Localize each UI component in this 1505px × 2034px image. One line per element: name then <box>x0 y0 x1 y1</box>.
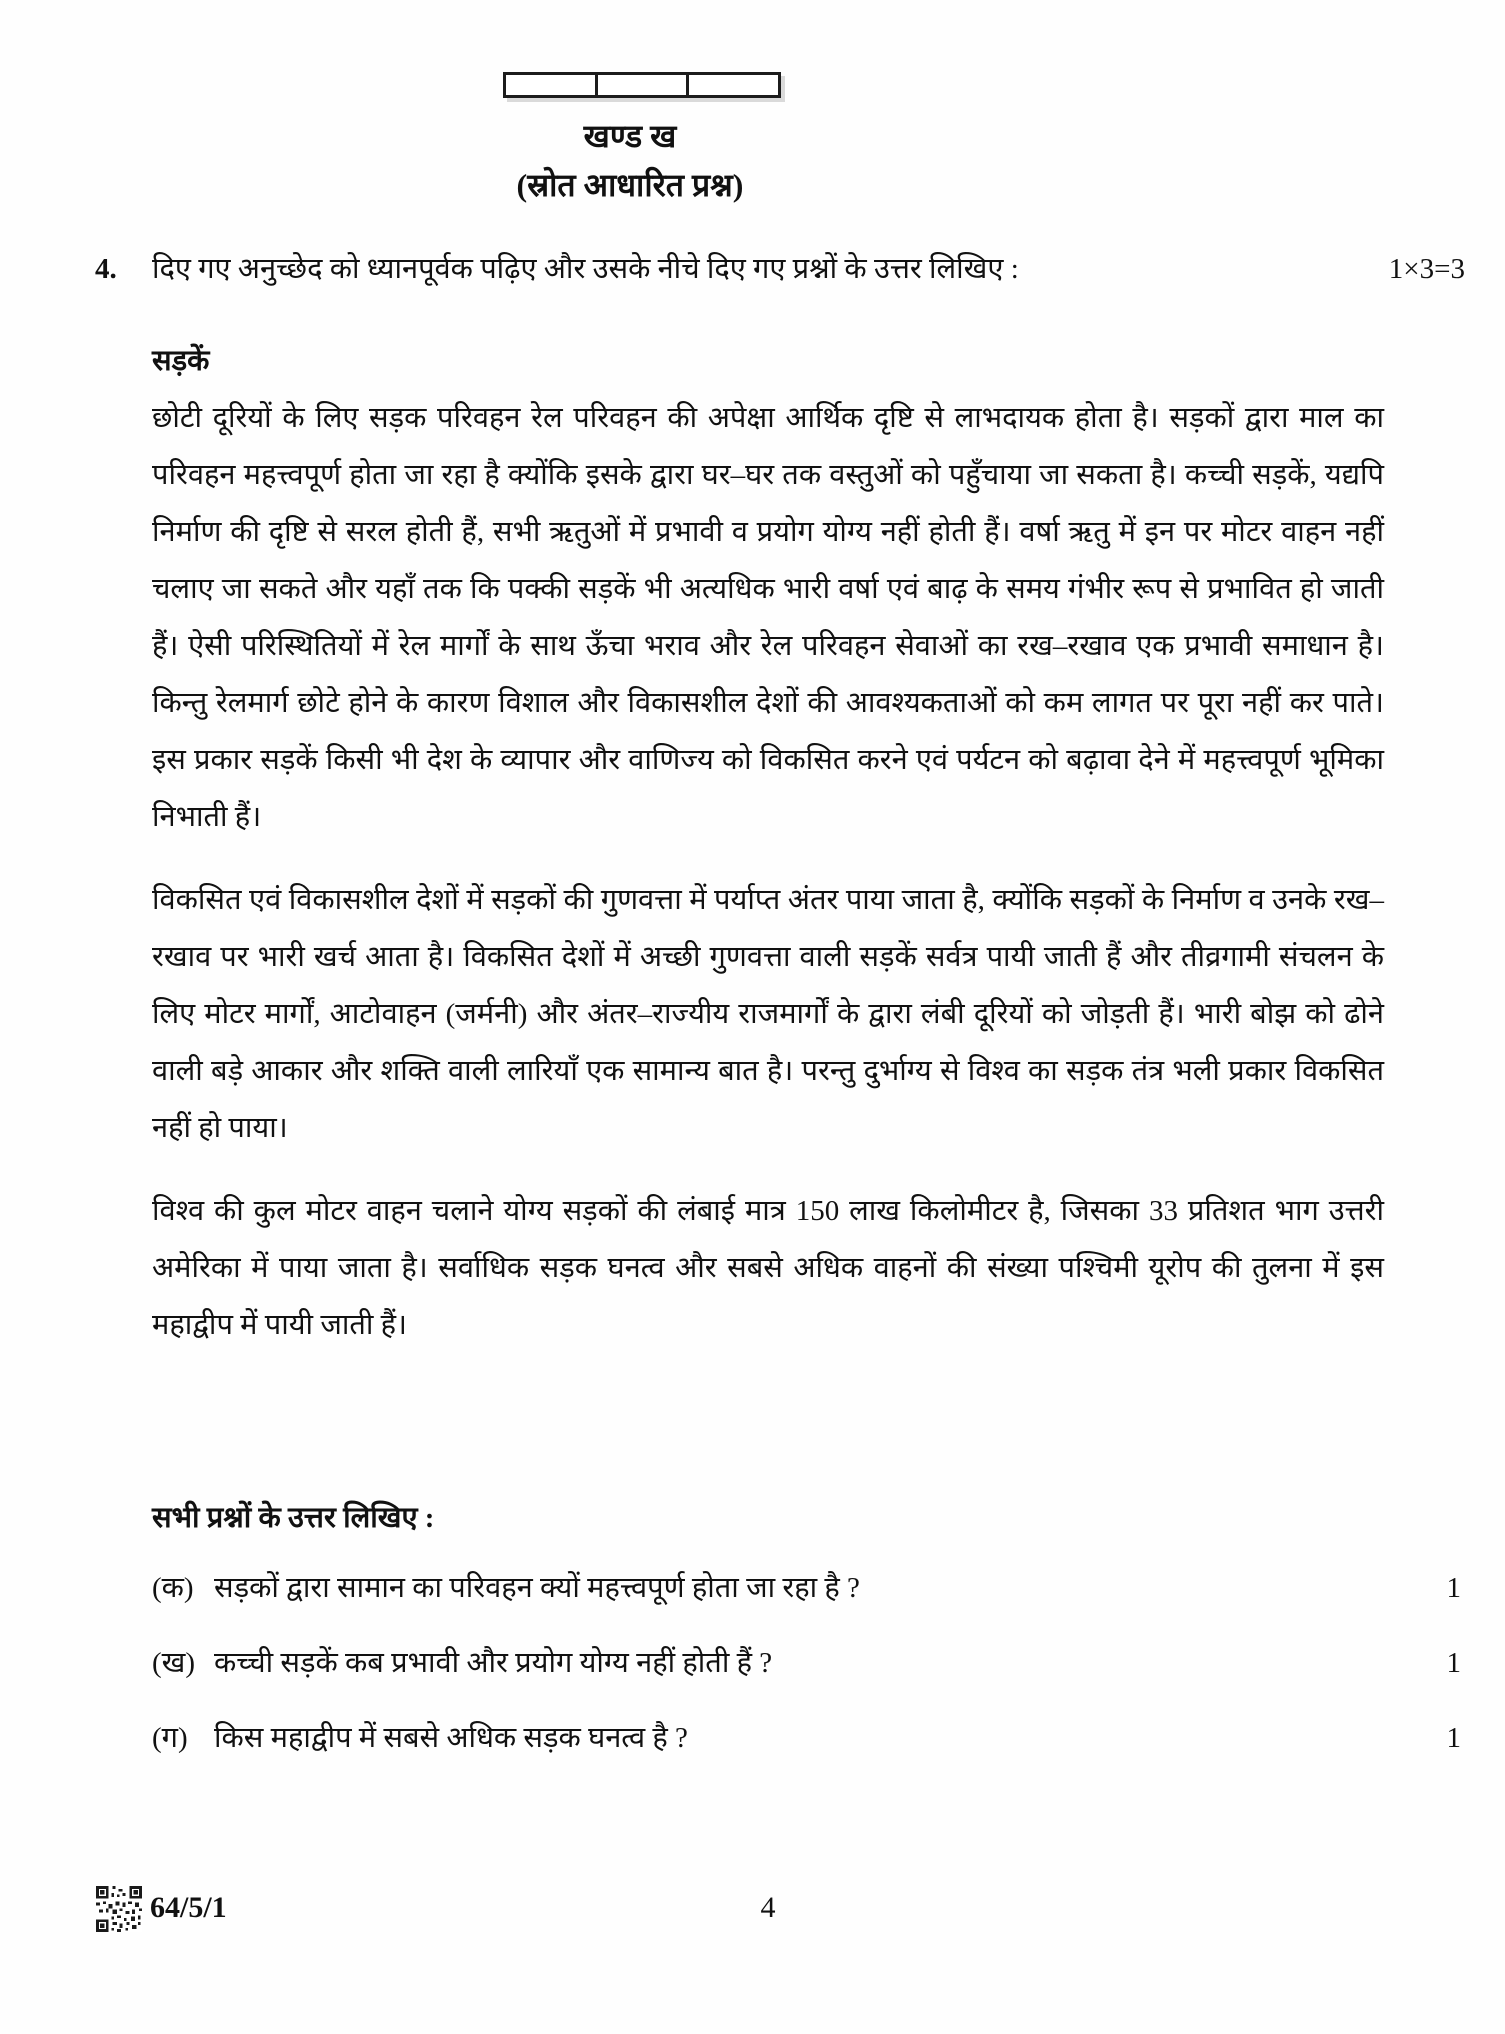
qr-code-icon <box>96 1886 142 1932</box>
sub-question-marks: 1 <box>1446 1647 1461 1679</box>
answers-heading: सभी प्रश्नों के उत्तर लिखिए : <box>152 1502 435 1534</box>
sub-question-text: किस महाद्वीप में सबसे अधिक सड़क घनत्व है ? <box>214 1722 688 1754</box>
sub-question-row <box>152 1566 1461 1610</box>
answer-marking-box-cell <box>598 75 690 95</box>
sub-question-text: सड़कों द्वारा सामान का परिवहन क्यों महत्त्वपूर्ण होता जा रहा है ? <box>214 1572 860 1604</box>
page-number: 4 <box>760 1891 776 1924</box>
passage-paragraph: छोटी दूरियों के लिए सड़क परिवहन रेल परिवहन की अपेक्षा आर्थिक दृष्टि से लाभदायक होता है। सड़कों द्वारा माल का परिवहन महत्त्वपूर्ण होता जा रहा है क्योंकि इसके द्वारा घर–घर तक वस्तुओं को पहुँचाया जा सकता है। कच्ची सड़कें, यद्यपि निर्माण की दृष्टि से सरल होती हैं, सभी ऋतुओं में प्रभावी व प्रयोग योग्य नहीं होती हैं। वर्षा ऋतु में इन पर मोटर वाहन नहीं चलाए जा सकते और यहाँ तक कि पक्की सड़कें भी अत्यधिक भारी वर्षा एवं बाढ़ के समय गंभीर रूप से प्रभावित हो जाती हैं। ऐसी परिस्थितियों में रेल मार्गों के साथ ऊँचा भराव और रेल परिवहन सेवाओं का रख–रखाव एक प्रभावी समाधान है। किन्तु रेलमार्ग छोटे होने के कारण विशाल और विकासशील देशों की आवश्यकताओं को कम लागत पर पूरा नहीं कर पाते। इस प्रकार सड़कें किसी भी देश के व्यापार और वाणिज्य को विकसित करने एवं पर्यटन को बढ़ावा देने में महत्त्वपूर्ण भूमिका निभाती हैं। <box>152 402 1384 833</box>
question-4-row <box>95 246 1465 292</box>
sub-question-row <box>152 1716 1461 1760</box>
sub-question-text: कच्ची सड़कें कब प्रभावी और प्रयोग योग्य नहीं होती हैं ? <box>214 1647 773 1679</box>
question-marks: 1×3=3 <box>1388 253 1465 285</box>
section-subtitle: (स्रोत आधारित प्रश्न) <box>516 167 744 203</box>
answer-marking-box-cell <box>689 75 778 95</box>
section-title: खण्ड ख <box>583 118 677 154</box>
passage-paragraph: विश्व की कुल मोटर वाहन चलाने योग्य सड़कों की लंबाई मात्र 150 लाख किलोमीटर है, जिसका 33 प्रतिशत भाग उत्तरी अमेरिका में पाया जाता है। सर्वाधिक सड़क घनत्व और सबसे अधिक वाहनों की संख्या पश्चिमी यूरोप की तुलना में इस महाद्वीप में पायी जाती हैं। <box>152 1195 1384 1341</box>
passage-block <box>152 336 1384 1380</box>
sub-question-label: (ख) <box>152 1647 196 1679</box>
sub-question-marks: 1 <box>1446 1572 1461 1604</box>
answer-marking-box <box>503 72 781 98</box>
passage-paragraph: विकसित एवं विकासशील देशों में सड़कों की गुणवत्ता में पर्याप्त अंतर पाया जाता है, क्योंकि सड़कों के निर्माण व उनके रख–रखाव पर भारी खर्च आता है। विकसित देशों में अच्छी गुणवत्ता वाली सड़कें सर्वत्र पायी जाती हैं और तीव्रगामी संचलन के लिए मोटर मार्गों, आटोवाहन (जर्मनी) और अंतर–राज्यीय राजमार्गों के द्वारा लंबी दूरियों को जोड़ती हैं। भारी बोझ को ढोने वाली बड़े आकार और शक्ति वाली लारियाँ एक सामान्य बात है। परन्तु दुर्भाग्य से विश्व का सड़क तंत्र भली प्रकार विकसित नहीं हो पाया। <box>152 884 1384 1144</box>
sub-question-marks: 1 <box>1446 1722 1461 1754</box>
answer-marking-box-cell <box>506 75 598 95</box>
question-instruction: दिए गए अनुच्छेद को ध्यानपूर्वक पढ़िए और उसके नीचे दिए गए प्रश्नों के उत्तर लिखिए : <box>152 253 1019 285</box>
sub-question-label: (ग) <box>152 1722 188 1754</box>
passage-title: सड़कें <box>152 345 210 377</box>
sub-question-list <box>152 1566 1461 1791</box>
question-number: 4. <box>95 253 117 285</box>
sub-question-label: (क) <box>152 1572 194 1604</box>
paper-code: 64/5/1 <box>150 1891 227 1924</box>
sub-question-row <box>152 1641 1461 1685</box>
